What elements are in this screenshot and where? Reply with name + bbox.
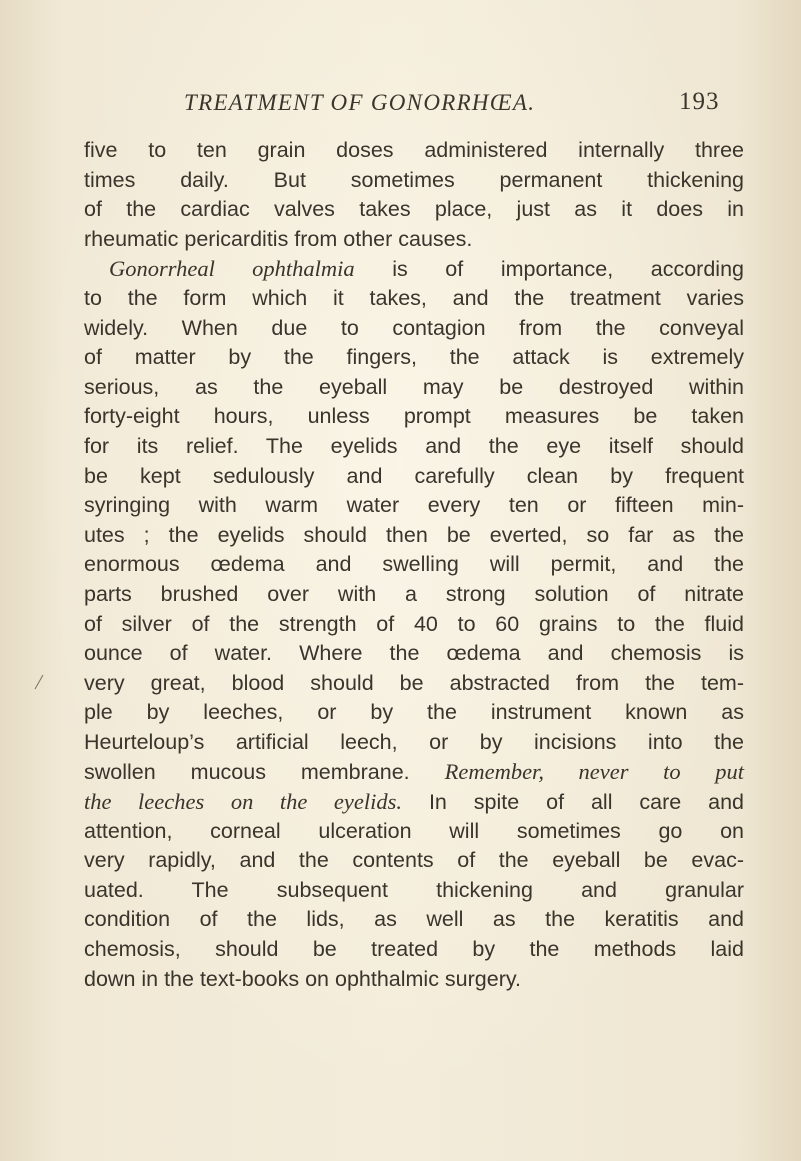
text-segment: swollen mucous membrane. [84, 760, 445, 785]
text-line: for its relief. The eyelids and the eye itself should [84, 433, 744, 458]
text-segment: is of importance, according [354, 257, 744, 282]
pencil-mark-icon [34, 674, 44, 690]
italic-term: Gonorrheal ophthalmia [109, 256, 355, 282]
text-line: chemosis, should be treated by the methods laid [84, 937, 744, 962]
body-text [84, 136, 744, 994]
text-line: of silver of the strength of 40 to 60 grains to the fluid [84, 611, 744, 636]
text-line: rheumatic pericarditis from other causes. [84, 226, 473, 251]
text-line: syringing with warm water every ten or fifteen min- [84, 493, 744, 518]
text-line: five to ten grain doses administered internally three [84, 138, 744, 162]
text-line [84, 254, 744, 284]
italic-emphasis: Remember, never to put [444, 759, 744, 785]
text-line: of the cardiac valves takes place, just as it does in [84, 197, 744, 222]
text-line: very great, blood should be abstracted from the tem- [84, 670, 744, 695]
text-segment: In spite of all care and [402, 790, 744, 815]
text-line: be kept sedulously and carefully clean by frequent [84, 463, 744, 488]
italic-emphasis: the leeches on the eyelids. [84, 789, 403, 815]
text-line: down in the text-books on ophthalmic surgery. [84, 966, 522, 991]
text-line: parts brushed over with a strong solution of nitrate [84, 581, 744, 606]
text-line: uated. The subsequent thickening and granular [84, 877, 744, 902]
page-number: 193 [679, 88, 720, 115]
text-line: serious, as the eyeball may be destroyed within [84, 374, 744, 399]
text-line: of matter by the fingers, the attack is extremely [84, 345, 744, 370]
text-line: times daily. But sometimes permanent thickening [84, 167, 744, 192]
running-head-title: TREATMENT OF GONORRHŒA. [184, 90, 536, 115]
text-line: enormous œdema and swelling will permit, and the [84, 552, 744, 577]
text-line: to the form which it takes, and the treatment varies [84, 285, 744, 310]
running-head [0, 90, 801, 120]
text-line: ple by leeches, or by the instrument known as [84, 700, 744, 725]
text-line: widely. When due to contagion from the conveyal [84, 315, 744, 340]
text-line [84, 787, 744, 817]
text-line: very rapidly, and the contents of the eyeball be evac- [84, 848, 744, 873]
text-line: Heurteloup’s artificial leech, or by incisions into the [84, 729, 744, 754]
text-line: utes ; the eyelids should then be everted, so far as the [84, 522, 744, 547]
text-line: attention, corneal ulceration will sometimes go on [84, 818, 744, 843]
text-line: ounce of water. Where the œdema and chemosis is [84, 641, 744, 666]
text-line: forty-eight hours, unless prompt measures be taken [84, 404, 744, 429]
text-line [84, 757, 744, 787]
text-line: condition of the lids, as well as the keratitis and [84, 907, 744, 932]
